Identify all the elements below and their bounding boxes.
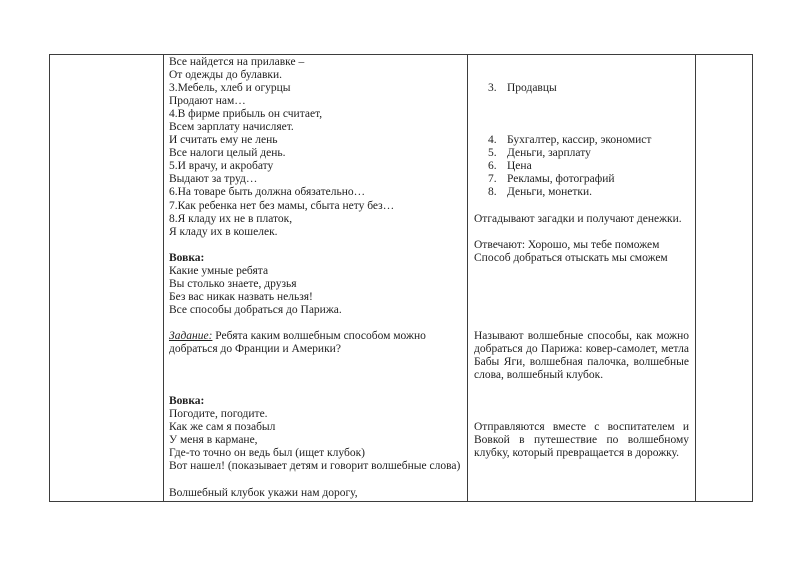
line-text: 8.Я кладу их не в платок, [169, 212, 293, 225]
text-line [169, 434, 462, 447]
line-text: Рекламы, фотографий [507, 173, 615, 186]
blank-line [169, 369, 462, 382]
line-text: От одежды до булавки. [169, 69, 283, 82]
line-text: Волшебный клубок укажи нам дорогу, [169, 486, 358, 499]
blank-line [474, 200, 689, 213]
list-number: 6. [488, 160, 497, 173]
line-text: Отгадывают загадки и получают денежки. [474, 212, 682, 225]
line-text: 4.В фирме прибыль он считает, [169, 108, 323, 121]
blank-line [474, 265, 689, 278]
blank-line [169, 317, 462, 330]
text-line [169, 278, 462, 291]
text-line [169, 447, 462, 460]
line-text: Бабы Яги, волшебная палочка, волшебные [474, 356, 689, 369]
blank-line [169, 382, 462, 395]
text-line [169, 82, 462, 95]
line-text: слова, волшебный клубок. [474, 369, 604, 382]
line-text: 3.Мебель, хлеб и огурцы [169, 82, 291, 95]
text-line [169, 147, 462, 160]
line-text: Все способы добраться до Парижа. [169, 303, 342, 316]
line-text: 6.На товаре быть должна обязательно… [169, 186, 366, 199]
text-line [169, 265, 462, 278]
text-line [169, 160, 462, 173]
line-text: Вы столько знаете, друзья [169, 277, 297, 290]
text-line [169, 95, 462, 108]
blank-line [474, 108, 689, 121]
text-line [169, 460, 462, 473]
text-line [169, 421, 462, 434]
lesson-plan-table [49, 54, 753, 502]
text-line [169, 200, 462, 213]
text-line [169, 213, 462, 226]
text-line [169, 121, 462, 134]
line-text: Способ добраться отыскать мы сможем [474, 251, 668, 264]
line-text: Я кладу их в кошелек. [169, 225, 278, 238]
text-line [474, 369, 689, 382]
line-text: Вовка: [169, 251, 205, 264]
table-cell-empty-left [50, 55, 163, 501]
line-text: Вот нашел! (показывает детям и говорит волшебные слова) [169, 460, 461, 473]
list-number: 8. [488, 186, 497, 199]
blank-line [474, 304, 689, 317]
blank-line [474, 317, 689, 330]
line-text: Все налоги целый день. [169, 147, 286, 160]
blank-line [474, 95, 689, 108]
text-line [169, 173, 462, 186]
blank-line [169, 474, 462, 487]
list-number: 4. [488, 134, 497, 147]
blank-line [474, 69, 689, 82]
text-line [169, 291, 462, 304]
list-item-line [474, 173, 689, 186]
list-number: 3. [488, 82, 497, 95]
table-cell-responses [467, 55, 695, 501]
text-line [474, 213, 689, 226]
text-line [169, 134, 462, 147]
line-text: Все найдется на прилавке – [169, 56, 305, 68]
text-line [474, 343, 689, 356]
line-text: Всем зарплату начисляет. [169, 121, 294, 134]
text-line [474, 447, 689, 460]
table-cell-empty-right [695, 55, 752, 501]
text-line [169, 56, 462, 69]
blank-line [474, 408, 689, 421]
blank-line [474, 226, 689, 239]
list-item-line [474, 82, 689, 95]
text-line [474, 434, 689, 447]
text-line [169, 487, 462, 500]
line-text: Отвечают: Хорошо, мы тебе поможем [474, 238, 660, 251]
text-line [169, 395, 462, 408]
line-text: Где-то точно он ведь был (ищет клубок) [169, 447, 365, 460]
line-text: Ребята каким волшебным способом можно [212, 329, 426, 342]
line-text: Продавцы [507, 82, 557, 95]
line-text: Называют волшебные способы, как можно [474, 329, 689, 342]
line-text: 7.Как ребенка нет без мамы, сбыта нету без… [169, 199, 395, 212]
text-line [169, 408, 462, 421]
blank-line [474, 278, 689, 291]
text-line [169, 330, 462, 343]
text-line [169, 343, 462, 356]
text-line [474, 356, 689, 369]
line-text: Деньги, зарплату [507, 147, 591, 160]
line-text: Вовкой в путешествие по волшебному [474, 434, 689, 447]
line-text: Без вас никак назвать нельзя! [169, 290, 313, 303]
text-line [474, 239, 689, 252]
line-text: добраться до Франции и Америки? [169, 343, 341, 356]
text-line [474, 252, 689, 265]
list-item-line [474, 186, 689, 199]
text-line [169, 252, 462, 265]
text-line [169, 226, 462, 239]
blank-line [474, 291, 689, 304]
line-text: Отправляются вместе с воспитателем и [474, 421, 689, 434]
list-number: 7. [488, 173, 497, 186]
line-text: Погодите, погодите. [169, 408, 268, 421]
line-text: Бухгалтер, кассир, экономист [507, 134, 652, 147]
line-text: 5.И врачу, и акробату [169, 160, 274, 173]
list-number: 5. [488, 147, 497, 160]
text-line [169, 186, 462, 199]
line-text: Деньги, монетки. [507, 186, 593, 199]
task-label: Задание: [169, 329, 213, 342]
line-text: Какие умные ребята [169, 264, 269, 277]
list-item-line [474, 134, 689, 147]
line-text: Продают нам… [169, 95, 246, 108]
blank-line [169, 239, 462, 252]
blank-line [474, 121, 689, 134]
blank-line [474, 382, 689, 395]
blank-line [169, 356, 462, 369]
text-line [169, 108, 462, 121]
blank-line [474, 395, 689, 408]
text-line [474, 330, 689, 343]
blank-line [474, 56, 689, 69]
text-line [474, 421, 689, 434]
table-cell-script [163, 55, 467, 501]
line-text: У меня в кармане, [169, 434, 258, 447]
line-text: И считать ему не лень [169, 134, 278, 147]
line-text: добраться до Парижа: ковер-самолет, метла [474, 343, 689, 356]
text-line [169, 304, 462, 317]
line-text: Выдают за труд… [169, 173, 258, 186]
line-text: Вовка: [169, 395, 205, 408]
line-text: клубку, который превращается в дорожку. [474, 447, 680, 460]
text-line [169, 69, 462, 82]
list-item-line [474, 160, 689, 173]
line-text: Как же сам я позабыл [169, 421, 276, 434]
list-item-line [474, 147, 689, 160]
line-text: Цена [507, 160, 532, 173]
